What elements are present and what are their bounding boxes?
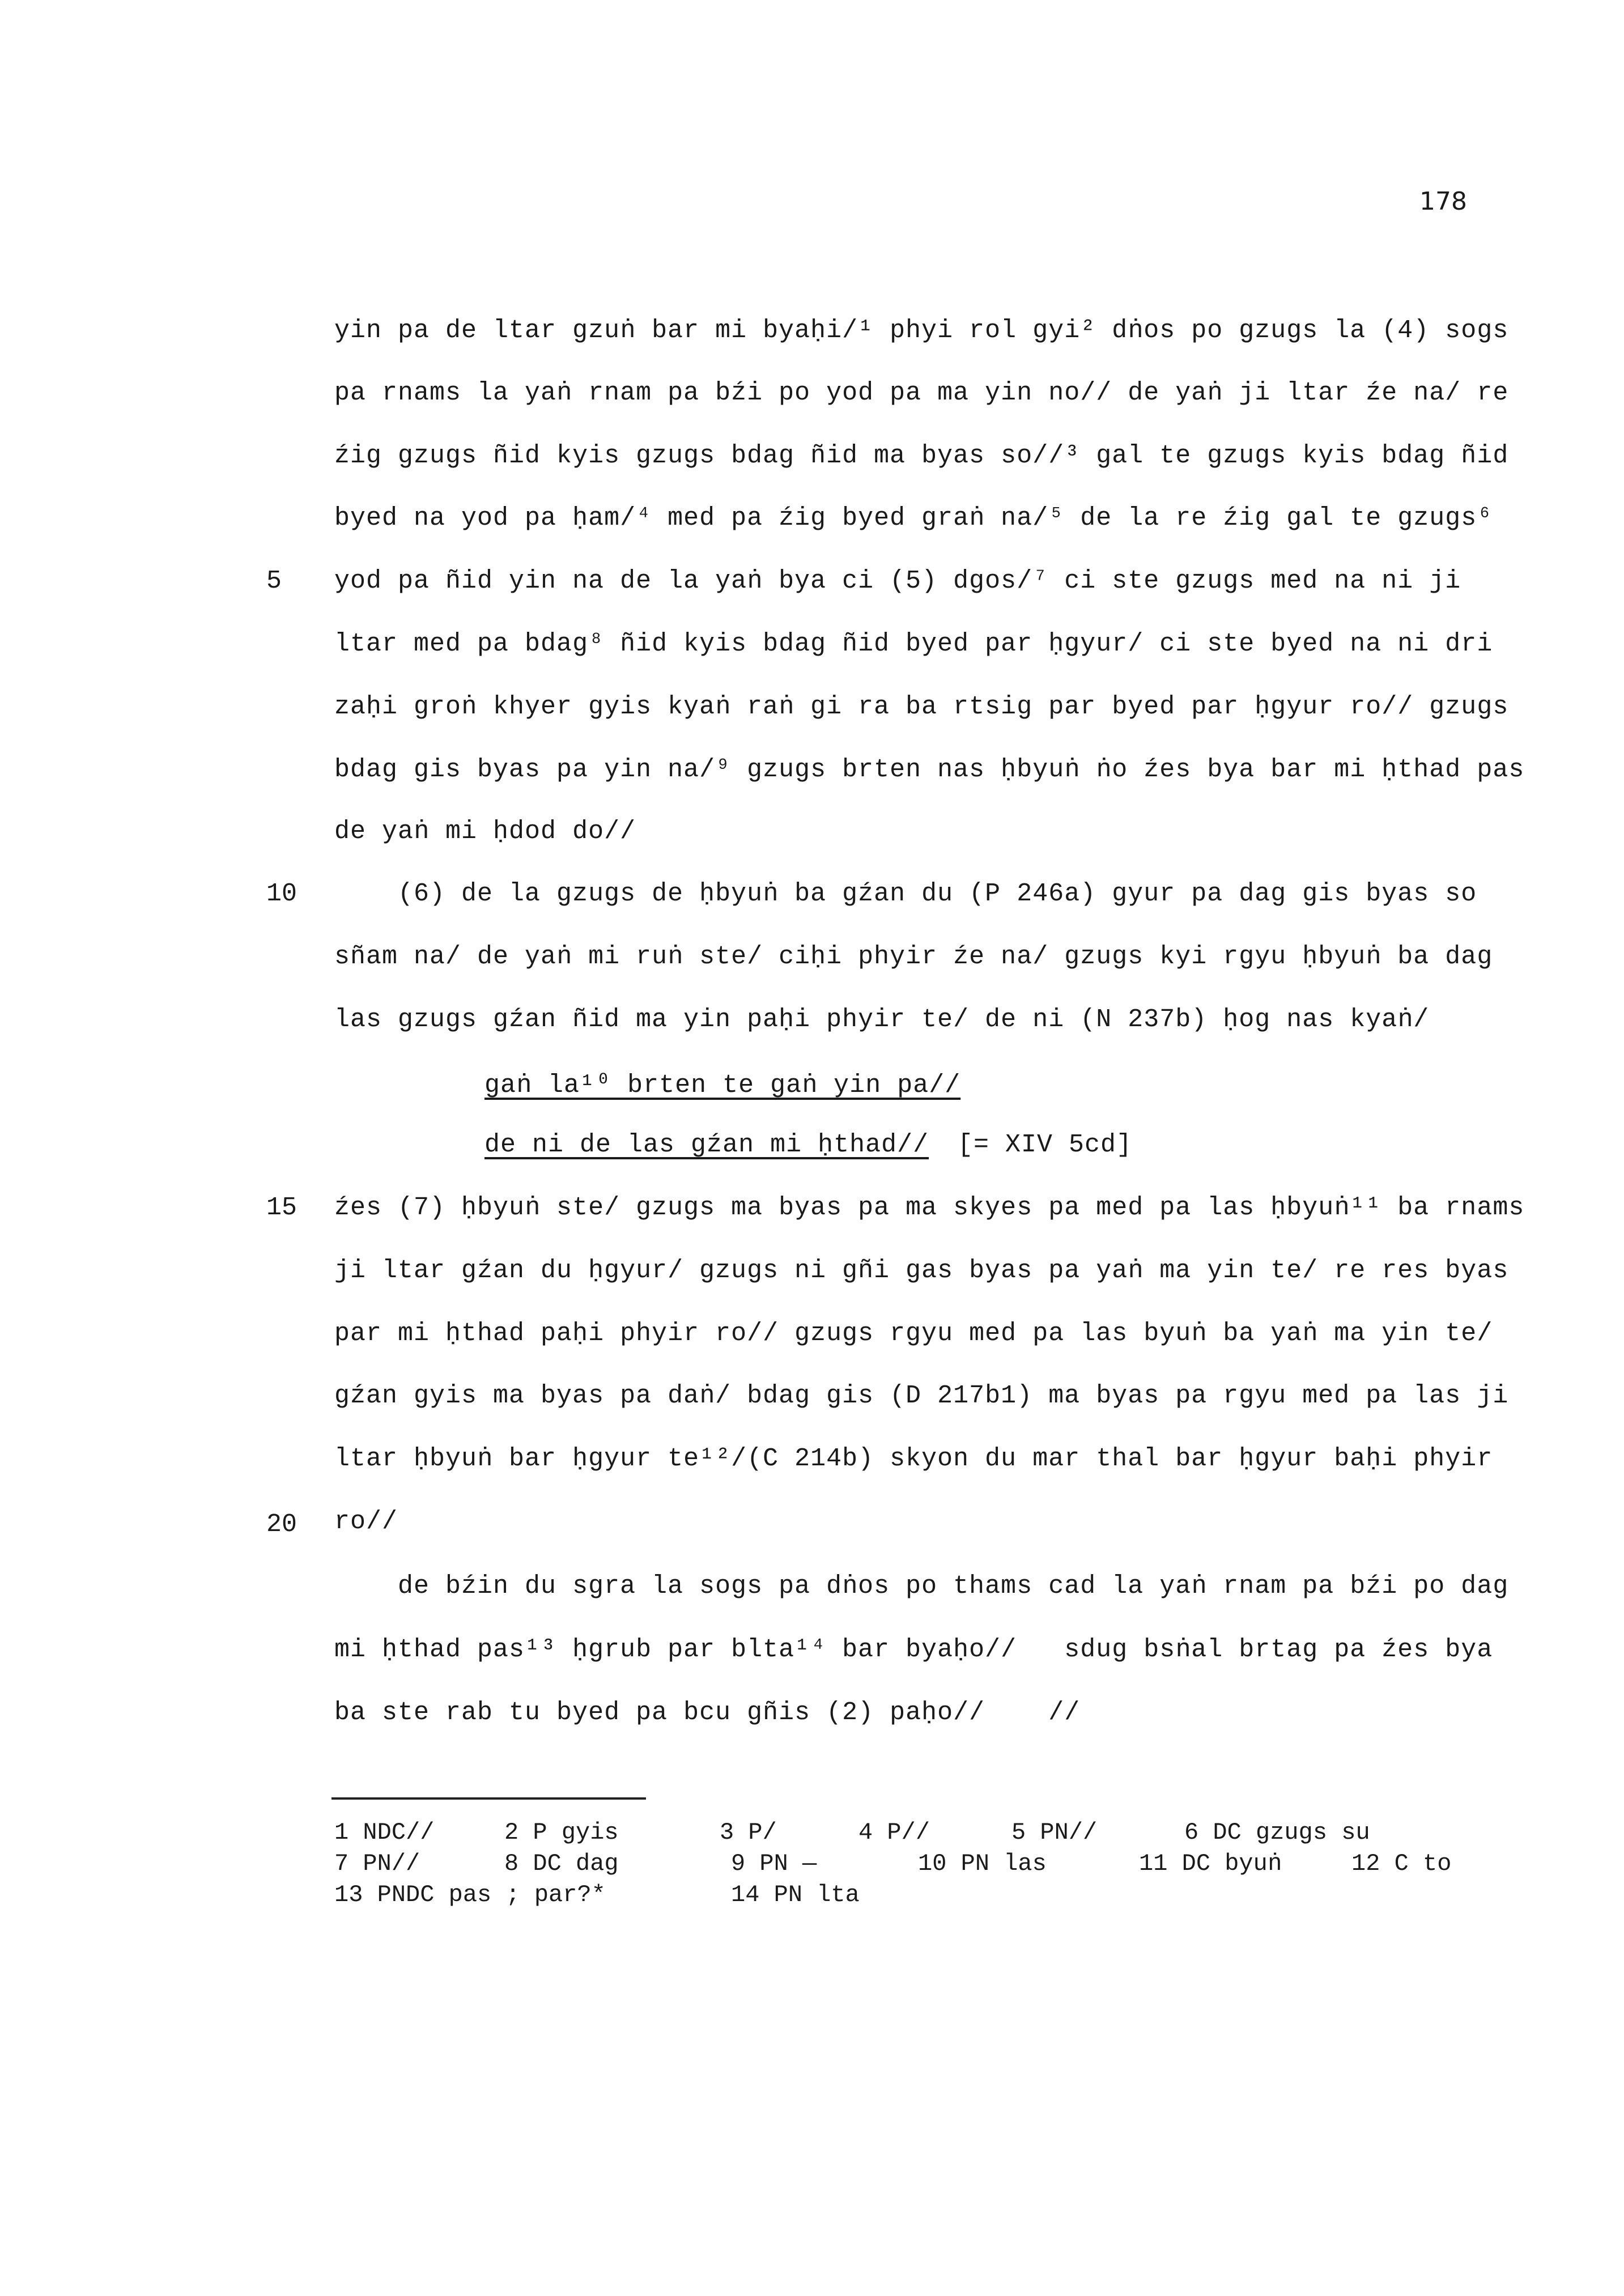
text-line: mi ḥthad pas¹³ ḥgrub par blta¹⁴ bar byaḥo// sdug bsṅal brtag pa źes bya [334,1635,1493,1664]
text-line: par mi ḥthad paḥi phyir ro// gzugs rgyu med pa las byuṅ ba yaṅ ma yin te/ [334,1319,1493,1348]
text-line: byed na yod pa ḥam/⁴ med pa źig byed graṅ na/⁵ de la re źig gal te gzugs⁶ [334,504,1493,533]
text-line: (6) de la gzugs de ḥbyuṅ ba gźan du (P 246a) gyur pa dag gis byas so [334,879,1477,908]
text-line: de yaṅ mi ḥdod do// [334,817,636,846]
text-line: ji ltar gźan du ḥgyur/ gzugs ni gñi gas byas pa yaṅ ma yin te/ re res byas [334,1256,1509,1285]
footnote: 3 P/ [720,1819,777,1846]
text-line: yin pa de ltar gzuṅ bar mi byaḥi/¹ phyi rol gyi² dṅos po gzugs la (4) sogs [334,316,1509,345]
text-line: bdag gis byas pa yin na/⁹ gzugs brten nas ḥbyuṅ ṅo źes bya bar mi ḥthad pas [334,755,1525,784]
text-line: ba ste rab tu byed pa bcu gñis (2) paḥo// // [334,1698,1081,1727]
verse-line: de ni de las gźan mi ḥthad// [484,1130,929,1159]
footnote: 7 PN// [334,1850,420,1877]
text-line: sñam na/ de yaṅ mi ruṅ ste/ ciḥi phyir źe na/ gzugs kyi rgyu ḥbyuṅ ba dag [334,942,1493,971]
text-line: ltar ḥbyuṅ bar ḥgyur te¹²/(C 214b) skyon du mar thal bar ḥgyur baḥi phyir [334,1444,1493,1473]
verse-line: gaṅ la¹⁰ brten te gaṅ yin pa// [484,1071,961,1100]
footnote-rule [331,1797,646,1800]
footnote: 6 DC gzugs su [1184,1819,1370,1846]
text-line: gźan gyis ma byas pa daṅ/ bdag gis (D 217b1) ma byas pa rgyu med pa las ji [334,1381,1509,1410]
line-number: 15 [266,1193,297,1222]
text-line: źes (7) ḥbyuṅ ste/ gzugs ma byas pa ma skyes pa med pa las ḥbyuṅ¹¹ ba rnams [334,1193,1525,1222]
text-line: ltar med pa bdag⁸ ñid kyis bdag ñid byed par ḥgyur/ ci ste byed na ni dri [334,630,1493,658]
page-number: 178 [1419,187,1467,216]
text-line: yod pa ñid yin na de la yaṅ bya ci (5) dgos/⁷ ci ste gzugs med na ni ji [334,567,1461,596]
text-line: zaḥi groṅ khyer gyis kyaṅ raṅ gi ra ba rtsig par byed par ḥgyur ro// gzugs [334,692,1509,721]
footnote: 5 PN// [1011,1819,1098,1846]
footnote: 14 PN lta [731,1881,860,1908]
footnote: 12 C to [1351,1850,1452,1877]
text-line: ro// [334,1507,398,1536]
text-line: źig gzugs ñid kyis gzugs bdag ñid ma byas so//³ gal te gzugs kyis bdag ñid [334,441,1509,470]
footnote: 11 DC byuṅ [1139,1850,1282,1877]
line-number: 20 [266,1510,297,1539]
verse-reference: [= XIV 5cd] [958,1130,1133,1159]
line-number: 5 [266,567,282,596]
footnote: 10 PN las [918,1850,1047,1877]
footnote: 8 DC dag [504,1850,619,1877]
text-line: de bźin du sgra la sogs pa dṅos po thams cad la yaṅ rnam pa bźi po dag [334,1572,1509,1601]
text-line: pa rnams la yaṅ rnam pa bźi po yod pa ma yin no// de yaṅ ji ltar źe na/ re [334,379,1509,407]
text-line: las gzugs gźan ñid ma yin paḥi phyir te/ de ni (N 237b) ḥog nas kyaṅ/ [334,1005,1430,1034]
footnote: 2 P gyis [504,1819,619,1846]
line-number: 10 [266,879,297,908]
footnote: 1 NDC// [334,1819,435,1846]
footnote: 9 PN — [731,1850,817,1877]
footnote: 13 PNDC pas ; par?* [334,1881,606,1908]
footnote: 4 P// [858,1819,930,1846]
